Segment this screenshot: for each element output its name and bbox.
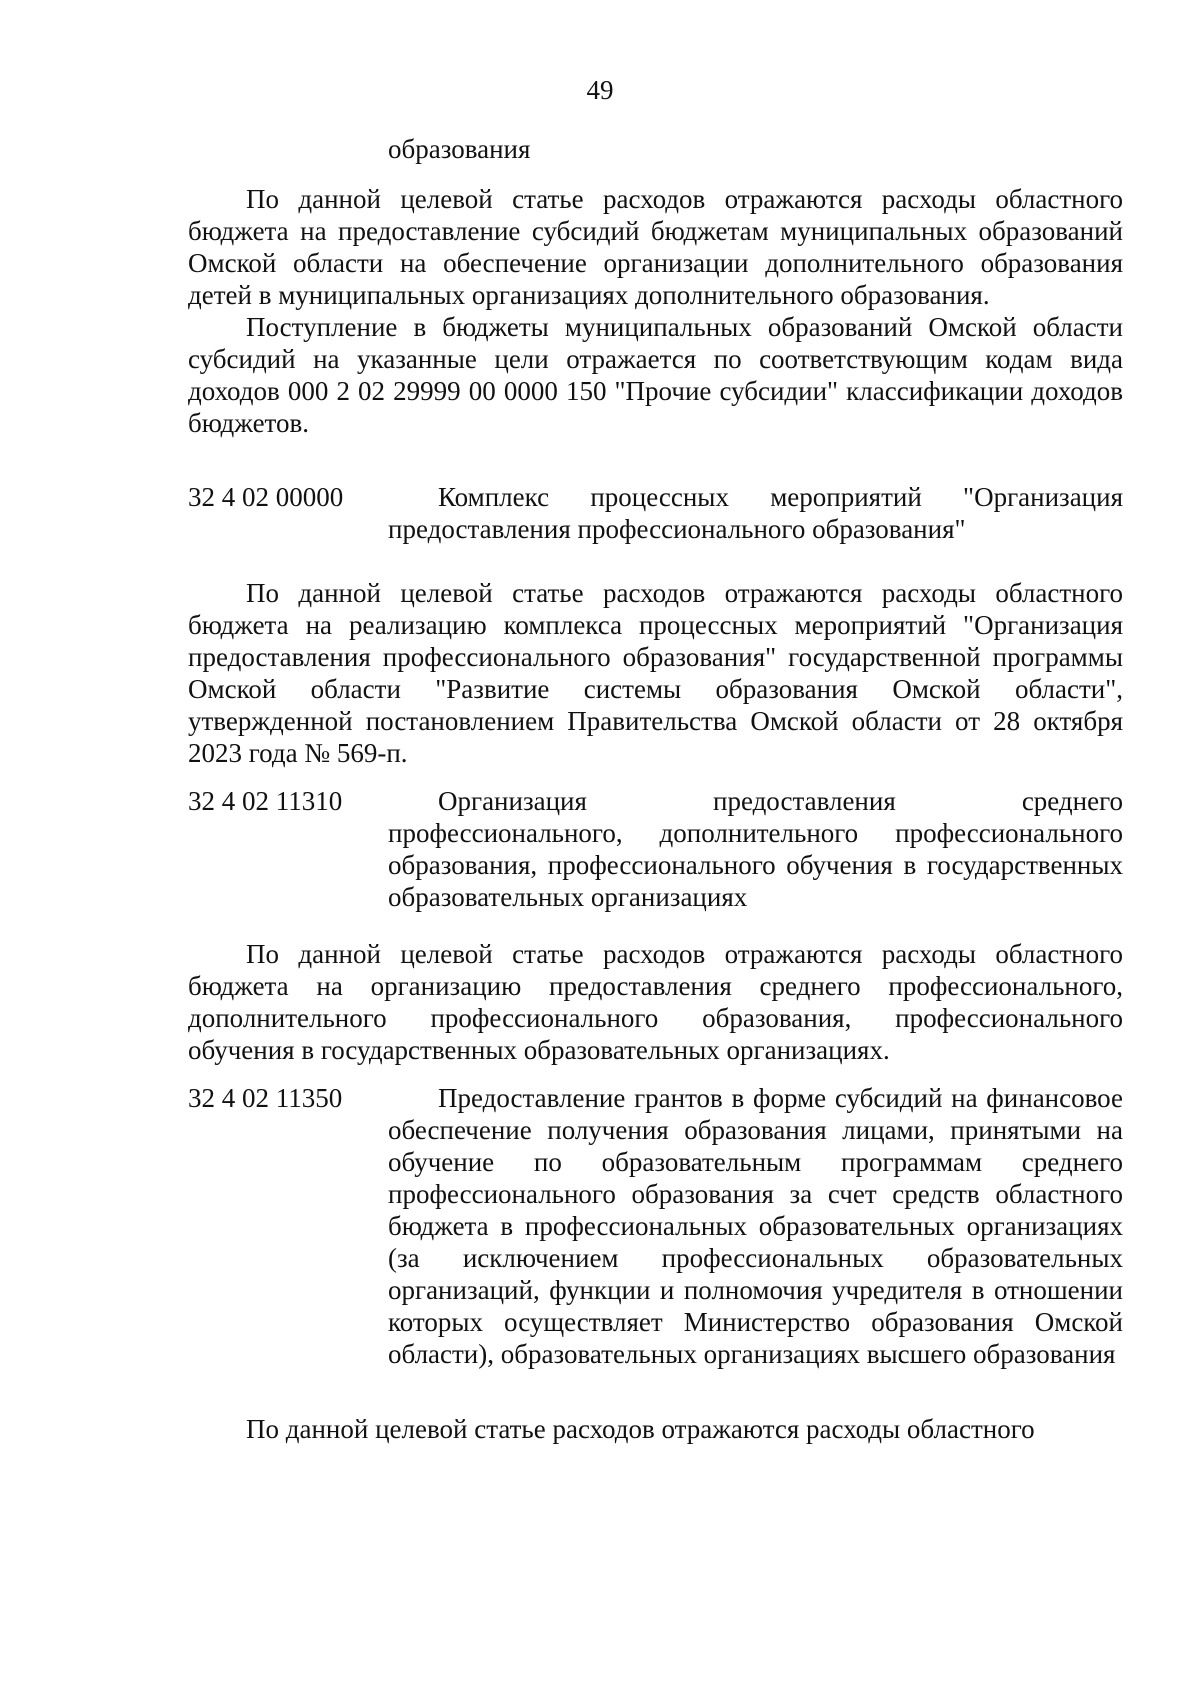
intro-section (188, 183, 1123, 439)
entry-title: Организация предоставления среднего профессионального, дополнительного профессионального образования, профессионального обучения в государственных образовательных организациях (388, 786, 1123, 912)
paragraph: Поступление в бюджеты муниципальных образований Омской области субсидий на указанные цели отражается по соответствующим кодам вида доходов 000 2 02 29999 00 0000 150 "Прочие субсидии" классификации доходов бюджетов. (188, 312, 1123, 438)
entry-description-block (188, 577, 1123, 769)
page-number: 49 (586, 75, 614, 105)
entry-code: 32 4 02 00000 (188, 482, 344, 512)
entry-description: По данной целевой статье расходов отражаются расходы областного бюджета на организацию предоставления среднего профессионального, дополнительного профессионального образования, профессионального обучения в государственных образовательных организациях. (188, 939, 1123, 1065)
entry-description: По данной целевой статье расходов отражаются расходы областного (246, 1414, 1035, 1444)
entry-description: По данной целевой статье расходов отражаются расходы областного бюджета на реализацию комплекса процессных мероприятий "Организация предоставления профессионального образования" государственной программы Омской области "Развитие системы образования Омской области", утвержденной постановлением Правительства Омской области от 28 октября 2023 года № 569-п. (188, 578, 1123, 768)
budget-entry (188, 481, 1123, 545)
budget-entry (188, 1082, 1123, 1370)
entry-description-block (188, 1413, 1123, 1445)
budget-entry (188, 785, 1123, 913)
continuation-line: образования (388, 134, 531, 164)
entry-title: Комплекс процессных мероприятий "Организация предоставления профессионального образования" (388, 482, 1123, 544)
entry-description-block (188, 938, 1123, 1066)
entry-code: 32 4 02 11350 (188, 1083, 343, 1113)
paragraph: По данной целевой статье расходов отражаются расходы областного бюджета на предоставление субсидий бюджетам муниципальных образований Омской области на обеспечение организации дополнительного образования детей в муниципальных организациях дополнительного образования. (188, 184, 1123, 310)
entry-code: 32 4 02 11310 (188, 786, 343, 816)
entry-title: Предоставление грантов в форме субсидий на финансовое обеспечение получения образования лицами, принятыми на обучение по образовательным программам среднего профессионального образования за счет средств областного бюджета в профессиональных образовательных организациях (за исключением профессиональных образовательных организаций, функции и полномочия учредителя в отношении которых осуществляет Министерство образования Омской области), образовательных организациях высшего образования (388, 1083, 1123, 1369)
